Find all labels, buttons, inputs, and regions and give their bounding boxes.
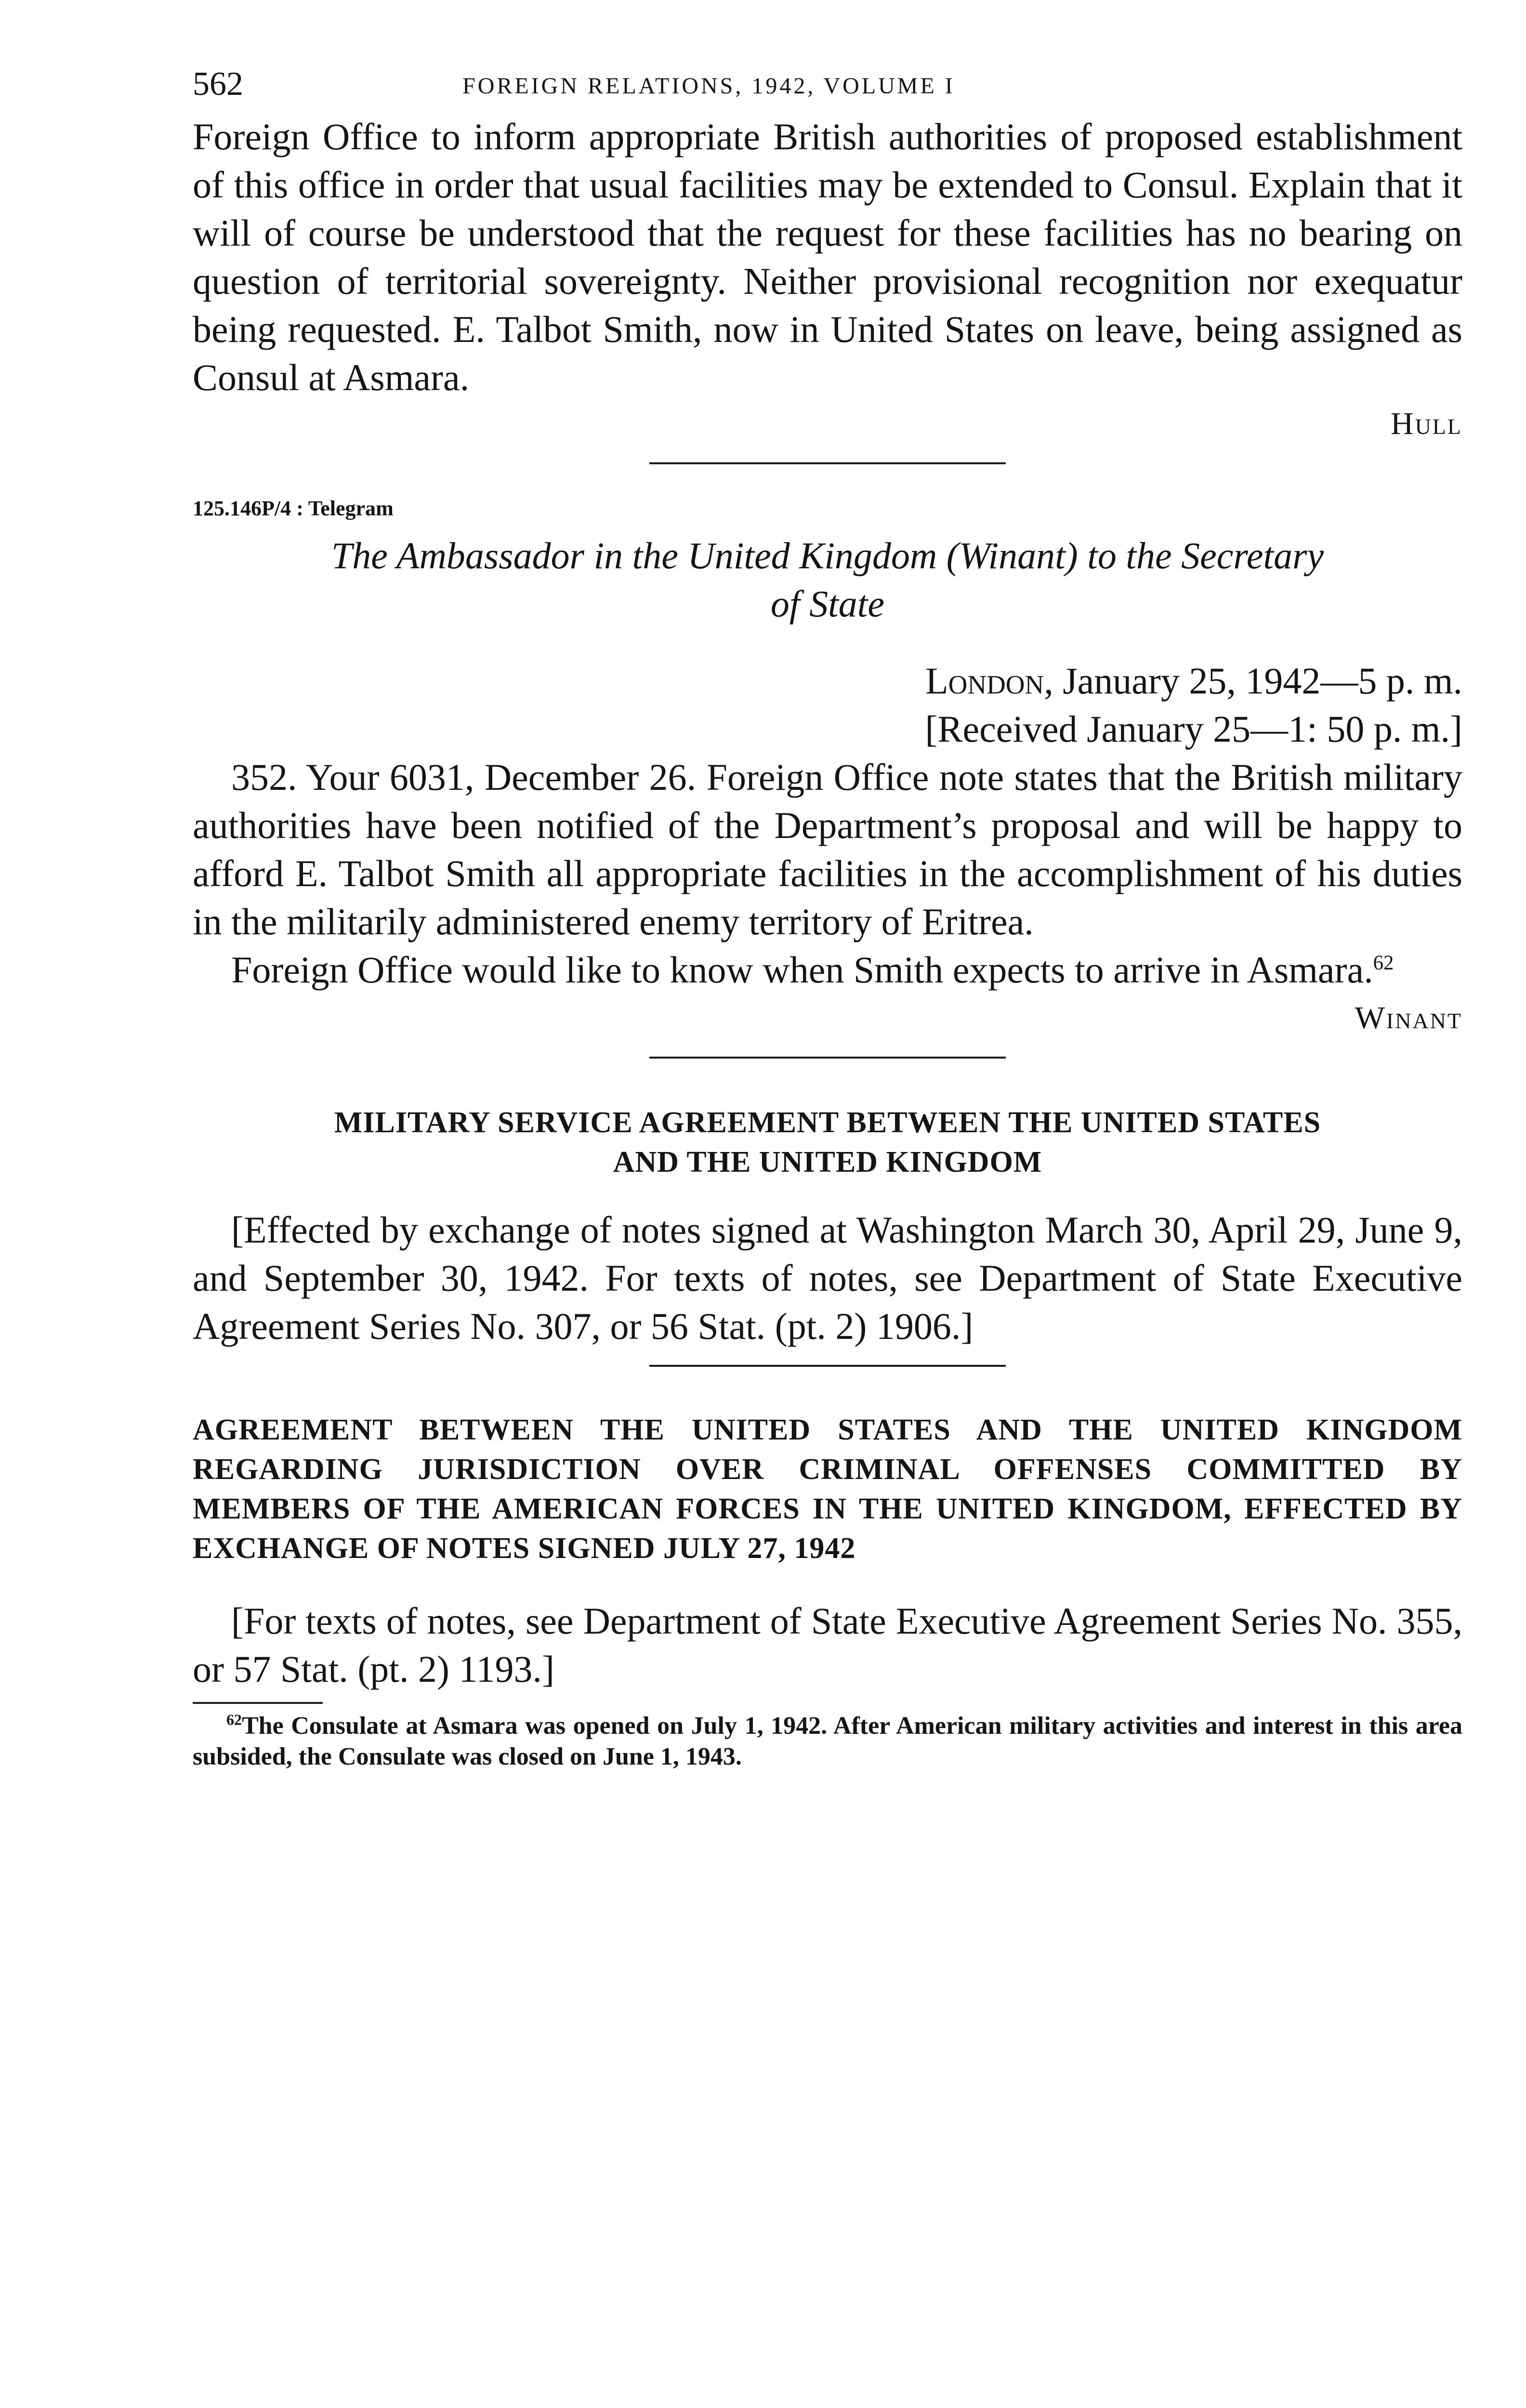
footnote-divider: [193, 1702, 323, 1704]
telegram-paragraph-2: [193, 946, 1462, 994]
file-reference: 125.146P/4 : Telegram: [193, 497, 394, 520]
section-heading-jurisdiction: AGREEMENT BETWEEN THE UNITED STATES AND THE UNITED KINGDOM REGARDING JURISDICTION OVER CRIMINAL OFFENSES COMMITTED BY MEMBERS OF THE AMERICAN FORCES IN THE UNITED KINGDOM, EFFECTED BY EXCHANGE OF NOTES SIGNED JULY 27, 1942: [193, 1413, 1462, 1565]
section-divider: [649, 462, 1006, 464]
dateline-date: January 25, 1942—5 p. m.: [1063, 660, 1462, 702]
telegram-title: [193, 532, 1462, 628]
section-divider: [649, 1057, 1006, 1059]
page-number: 562: [193, 65, 243, 103]
footnote-62: [193, 1711, 1462, 1772]
footnote-number: 62: [226, 1711, 242, 1728]
telegram-title-line-1: The Ambassador in the United Kingdom (Winant) to the Secretary: [331, 535, 1324, 576]
dateline: [193, 657, 1462, 705]
military-service-note: [Effected by exchange of notes signed at Washington March 30, April 29, June 9, and September 30, 1942. For texts of notes, see Department of State Executive Agreement Series No. 307, or 56 Stat. (pt. 2) 1906.]: [193, 1209, 1462, 1347]
footnote-reference-62[interactable]: 62: [1373, 952, 1394, 974]
telegram-paragraph-1: 352. Your 6031, December 26. Foreign Office note states that the British military authorities have been notified of the Department’s proposal and will be happy to afford E. Talbot Smith all appropriate facilities in the accomplishment of his duties in the militarily administered enemy territory of Eritrea.: [193, 756, 1462, 942]
running-header: [193, 63, 1462, 116]
section-heading-line-2: AND THE UNITED KINGDOM: [613, 1146, 1042, 1178]
received-line: [Received January 25—1: 50 p. m.]: [925, 708, 1462, 750]
section-heading-military-service: [193, 1103, 1462, 1182]
section-divider: [649, 1365, 1006, 1367]
telegram-paragraph-2-text: Foreign Office would like to know when Smith expects to arrive in Asmara.: [231, 949, 1373, 991]
section-heading-line-1: MILITARY SERVICE AGREEMENT BETWEEN THE UNITED STATES: [334, 1106, 1321, 1139]
dateline-place: London,: [925, 660, 1053, 702]
footnote-text: The Consulate at Asmara was opened on July 1, 1942. After American military activities and interest in this area subsided, the Consulate was closed on June 1, 1943.: [193, 1712, 1462, 1770]
telegram-title-line-2: of State: [770, 583, 885, 625]
signature-winant: Winant: [1355, 1000, 1462, 1035]
document-page: [193, 63, 1462, 1772]
signature-hull: Hull: [1390, 406, 1462, 441]
running-title: FOREIGN RELATIONS, 1942, VOLUME I: [462, 73, 955, 99]
jurisdiction-note: [For texts of notes, see Department of State Executive Agreement Series No. 355, or 57 Stat. (pt. 2) 1193.]: [193, 1600, 1462, 1690]
continued-telegram-text: Foreign Office to inform appropriate British authorities of proposed establishment of this office in order that usual facilities may be extended to Consul. Explain that it will of course be understood that the request for these facilities has no bearing on question of territorial sovereignty. Neither provisional recognition nor exequatur being requested. E. Talbot Smith, now in United States on leave, being assigned as Consul at Asmara.: [193, 116, 1462, 398]
